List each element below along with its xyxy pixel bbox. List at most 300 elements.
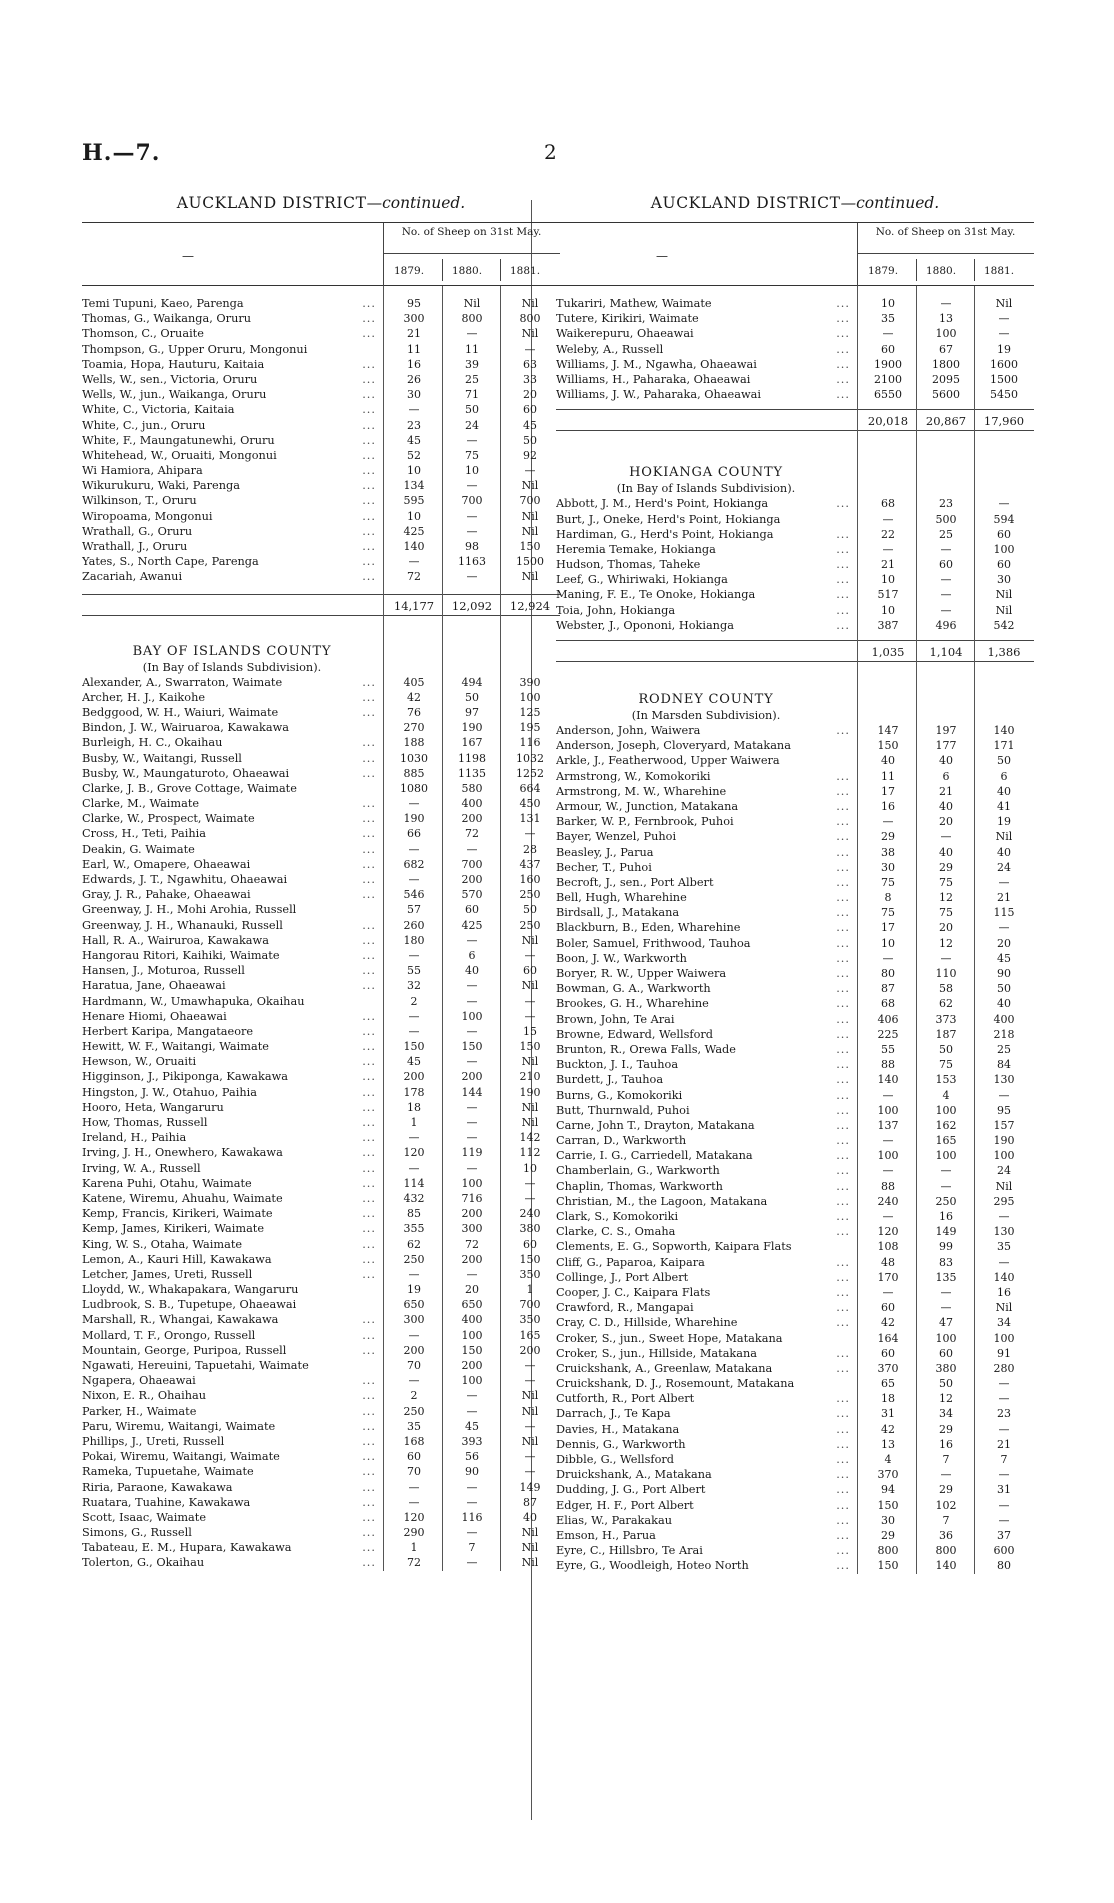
leader-dots: ... <box>362 812 376 826</box>
count-1881: — <box>998 1088 1010 1102</box>
leader-dots: ... <box>836 1164 850 1178</box>
table-row <box>556 1163 1034 1178</box>
table-row <box>556 769 1034 784</box>
count-1879: — <box>882 815 894 829</box>
count-1881: 140 <box>993 724 1015 737</box>
leader-dots: ... <box>836 1118 850 1132</box>
count-1880: 496 <box>935 618 957 632</box>
count-1879: — <box>408 1131 420 1145</box>
count-1879: 405 <box>403 675 425 689</box>
table-row <box>556 814 1034 829</box>
table-row <box>82 766 560 781</box>
count-1881: 25 <box>997 1042 1011 1056</box>
left-table-header <box>82 222 560 286</box>
column-rule <box>383 286 384 1571</box>
count-1880: — <box>466 1495 478 1509</box>
table-row <box>82 1358 560 1373</box>
table-row <box>556 875 1034 890</box>
owner-name: Chaplin, Thomas, Warkworth <box>556 1179 723 1193</box>
count-1881: 30 <box>997 573 1011 587</box>
table-row <box>82 1540 560 1555</box>
leader-dots: ... <box>836 769 850 783</box>
count-1880: 12 <box>939 936 953 950</box>
leader-dots: ... <box>362 1085 376 1099</box>
owner-name: Kemp, Francis, Kirikeri, Waimate <box>82 1207 273 1221</box>
leader-dots: ... <box>836 1559 850 1573</box>
table-row <box>82 1039 560 1054</box>
owner-name: Toia, John, Hokianga <box>556 603 676 617</box>
owner-name: Eyre, G., Woodleigh, Hoteo North <box>556 1559 749 1573</box>
owner-name: Hewitt, W. F., Waitangi, Waimate <box>82 1040 269 1054</box>
leader-dots: ... <box>362 766 376 780</box>
leader-dots: ... <box>836 1088 850 1102</box>
owner-name: Henare Hiomi, Ohaeawai <box>82 1009 227 1023</box>
owner-name: Thompson, G., Upper Oruru, Mongonui <box>82 342 308 356</box>
count-1880: 20 <box>465 1283 479 1297</box>
leader-dots: ... <box>362 675 376 689</box>
count-1879: — <box>882 1210 894 1223</box>
count-1880: 190 <box>461 721 483 735</box>
count-1881: 19 <box>997 342 1011 356</box>
count-1879: 40 <box>881 754 895 768</box>
owner-name: Carran, D., Warkworth <box>556 1134 687 1148</box>
count-1880: 2095 <box>932 372 960 386</box>
owner-name: Cooper, J. C., Kaipara Flats <box>556 1285 711 1299</box>
owner-name: Phillips, J., Ureti, Russell <box>82 1434 225 1448</box>
leader-dots: ... <box>362 1556 376 1570</box>
table-row <box>556 1179 1034 1194</box>
table-row <box>82 1206 560 1221</box>
count-1881: 19 <box>997 815 1011 829</box>
year-header-1880: 1880. <box>452 265 483 277</box>
sheep-count-header: No. of Sheep on 31st May. <box>875 226 1016 238</box>
year-header-1879: 1879. <box>868 265 899 277</box>
count-1881: 60 <box>523 403 537 417</box>
owner-name: White, F., Maungatunewhi, Oruru <box>82 433 275 447</box>
leader-dots: ... <box>362 964 376 978</box>
leader-dots: ... <box>362 555 376 569</box>
table-row <box>556 1543 1034 1558</box>
subdivision-label: (In Marsden Subdivision). <box>631 709 781 722</box>
count-1880: 200 <box>461 1252 483 1266</box>
count-1879: 4 <box>884 1453 892 1466</box>
table-row <box>82 357 560 372</box>
count-1881: 131 <box>519 812 541 826</box>
right-table-body <box>556 286 1034 1574</box>
owner-name: Anderson, John, Waiwera <box>556 724 701 737</box>
owner-name: Paru, Wiremu, Waitangi, Waimate <box>82 1419 276 1433</box>
count-1880: 102 <box>935 1498 957 1512</box>
owner-name: Bindon, J. W., Wairuaroa, Kawakawa <box>82 721 289 735</box>
count-1879: 355 <box>403 1222 425 1236</box>
total-1881: 17,960 <box>983 414 1025 429</box>
table-row <box>82 1419 560 1434</box>
leader-dots: ... <box>836 906 850 920</box>
count-1881: — <box>998 327 1010 341</box>
owner-name: Wiropoama, Mongonui <box>82 509 213 523</box>
count-1881: 1032 <box>516 751 544 765</box>
owner-name: Dudding, J. G., Port Albert <box>556 1483 706 1497</box>
count-1880: 100 <box>935 1103 957 1117</box>
header-dash: — <box>656 249 668 263</box>
leader-dots: ... <box>362 1450 376 1464</box>
count-1880: 60 <box>939 1346 953 1360</box>
count-1881: — <box>998 1498 1010 1512</box>
count-1881: 20 <box>997 936 1011 950</box>
leader-dots: ... <box>836 799 850 813</box>
count-1879: 10 <box>881 936 895 950</box>
leader-dots: ... <box>362 1252 376 1266</box>
table-row <box>82 1449 560 1464</box>
count-1879: 120 <box>403 1146 425 1160</box>
leader-dots: ... <box>362 1343 376 1357</box>
total-1880: 1,104 <box>929 645 963 659</box>
owner-name: Blackburn, B., Eden, Wharehine <box>556 921 741 935</box>
count-1881: 24 <box>997 860 1011 874</box>
total-1879: 20,018 <box>867 414 909 429</box>
count-1881: 210 <box>519 1070 541 1084</box>
table-row <box>556 966 1034 981</box>
table-row <box>82 1100 560 1115</box>
table-row <box>82 857 560 872</box>
count-1881: 171 <box>993 739 1015 753</box>
table-row <box>556 860 1034 875</box>
owner-name: Simons, G., Russell <box>82 1526 192 1540</box>
count-1881: 100 <box>993 1331 1015 1345</box>
leader-dots: ... <box>362 1313 376 1327</box>
leader-dots: ... <box>836 815 850 829</box>
right-table-header <box>556 222 1034 286</box>
count-1880: 200 <box>461 1070 483 1084</box>
owner-name: Busby, W., Maungaturoto, Ohaeawai <box>82 766 290 780</box>
owner-name: Wrathall, G., Oruru <box>82 524 193 538</box>
count-1881: 31 <box>997 1483 1011 1497</box>
owner-name: Becher, T., Puhoi <box>556 860 652 874</box>
count-1879: 72 <box>407 570 421 584</box>
total-1879: 1,035 <box>871 645 905 659</box>
table-row <box>82 463 560 478</box>
count-1881: Nil <box>521 979 539 993</box>
count-1879: 66 <box>407 827 421 841</box>
owner-name: How, Thomas, Russell <box>82 1116 208 1129</box>
leader-dots: ... <box>362 540 376 553</box>
leader-dots: ... <box>836 573 850 587</box>
count-1881: Nil <box>995 603 1013 617</box>
count-1881: 700 <box>519 494 541 508</box>
owner-name: Whitehead, W., Oruaiti, Mongonui <box>82 448 277 462</box>
table-row <box>556 1437 1034 1452</box>
table-row <box>82 690 560 705</box>
owner-name: Parker, H., Waimate <box>82 1404 197 1418</box>
count-1879: 16 <box>881 799 895 813</box>
count-1881: 40 <box>997 997 1011 1011</box>
count-1880: — <box>940 588 952 602</box>
table-row <box>556 1148 1034 1163</box>
count-1880: 7 <box>942 1453 950 1466</box>
owner-name: Beasley, J., Parua <box>556 845 654 859</box>
count-1879: — <box>408 797 420 811</box>
table-row <box>556 1118 1034 1133</box>
owner-name: Ngapera, Ohaeawai <box>82 1374 196 1388</box>
leader-dots: ... <box>836 1179 850 1193</box>
count-1881: 350 <box>519 1267 541 1281</box>
count-1880: 177 <box>935 739 957 753</box>
table-row <box>82 781 560 796</box>
count-1881: — <box>998 497 1010 511</box>
count-1881: 95 <box>997 1103 1011 1117</box>
owner-name: Burns, G., Komokoriki <box>556 1088 683 1102</box>
leader-dots: ... <box>836 1528 850 1542</box>
table-row <box>556 829 1034 844</box>
leader-dots: ... <box>362 736 376 750</box>
count-1879: 387 <box>877 618 899 632</box>
count-1879: 32 <box>407 979 421 993</box>
count-1881: 87 <box>523 1495 537 1509</box>
table-row <box>82 963 560 978</box>
count-1881: 80 <box>997 1559 1011 1573</box>
table-row <box>556 1027 1034 1042</box>
leader-dots: ... <box>362 705 376 719</box>
table-row <box>556 996 1034 1011</box>
count-1880: — <box>466 1556 478 1570</box>
count-1879: 19 <box>407 1283 421 1297</box>
table-row <box>556 753 1034 768</box>
owner-name: Cross, H., Teti, Paihia <box>82 827 206 841</box>
count-1880: 58 <box>939 982 953 996</box>
leader-dots: ... <box>836 357 850 371</box>
count-1879: 38 <box>881 845 895 859</box>
count-1881: 218 <box>993 1027 1015 1041</box>
count-1881: Nil <box>521 1404 539 1418</box>
owner-name: Ruatara, Tuahine, Kawakawa <box>82 1495 251 1509</box>
count-1881: Nil <box>521 933 539 947</box>
count-1880: 100 <box>461 1009 483 1023</box>
count-1879: 16 <box>407 357 421 371</box>
leader-dots: ... <box>836 1012 850 1026</box>
count-1881: — <box>998 921 1010 935</box>
count-1879: 17 <box>881 784 895 798</box>
table-row <box>82 402 560 417</box>
owner-name: King, W. S., Otaha, Waimate <box>82 1237 243 1251</box>
leader-dots: ... <box>836 1544 850 1558</box>
count-1880: 75 <box>465 448 479 462</box>
owner-name: Nixon, E. R., Ohaihau <box>82 1389 207 1403</box>
leader-dots: ... <box>362 312 376 326</box>
table-row <box>82 296 560 311</box>
count-1880: — <box>466 570 478 584</box>
leader-dots: ... <box>362 1070 376 1084</box>
owner-name: Dibble, G., Wellsford <box>556 1453 675 1466</box>
count-1881: 140 <box>993 1270 1015 1284</box>
count-1880: — <box>466 1161 478 1175</box>
count-1880: — <box>466 1116 478 1129</box>
year-header-1880: 1880. <box>926 265 957 277</box>
leader-dots: ... <box>836 327 850 341</box>
count-1879: 682 <box>403 857 425 871</box>
count-1879: 650 <box>403 1298 425 1312</box>
count-1879: 168 <box>403 1434 425 1448</box>
count-1879: 2 <box>410 1389 418 1403</box>
owner-name: Lloydd, W., Whakapakara, Wangaruru <box>82 1283 299 1297</box>
count-1881: 92 <box>523 448 537 462</box>
count-1881: Nil <box>521 570 539 584</box>
leader-dots: ... <box>836 527 850 541</box>
count-1881: 157 <box>993 1118 1015 1132</box>
count-1879: 178 <box>403 1085 425 1099</box>
table-row <box>556 951 1034 966</box>
count-1880: — <box>466 1267 478 1281</box>
count-1880: 24 <box>465 418 479 432</box>
count-1881: 40 <box>523 1510 537 1524</box>
leader-dots: ... <box>836 1392 850 1406</box>
total-1880: 12,092 <box>451 598 493 613</box>
count-1881: Nil <box>521 524 539 538</box>
count-1879: — <box>408 1024 420 1038</box>
count-1879: — <box>408 1495 420 1509</box>
leader-dots: ... <box>362 524 376 538</box>
table-row <box>556 1224 1034 1239</box>
count-1879: 72 <box>407 1556 421 1570</box>
count-1879: 1080 <box>400 781 428 795</box>
leader-dots: ... <box>836 891 850 905</box>
count-1880: 144 <box>461 1085 483 1099</box>
leader-dots: ... <box>836 860 850 874</box>
count-1880: 50 <box>465 403 479 417</box>
count-1881: 130 <box>993 1225 1015 1239</box>
count-1880: 39 <box>465 357 479 371</box>
owner-name: Irving, J. H., Onewhero, Kawakawa <box>82 1146 283 1160</box>
table-row <box>556 387 1034 402</box>
table-row <box>556 1315 1034 1330</box>
count-1880: 100 <box>935 1149 957 1163</box>
count-1880: 100 <box>935 327 957 341</box>
table-row <box>82 1297 560 1312</box>
leader-dots: ... <box>362 388 376 402</box>
table-row <box>82 933 560 948</box>
count-1881: Nil <box>521 479 539 493</box>
count-1881: 60 <box>997 527 1011 541</box>
owner-name: Browne, Edward, Wellsford <box>556 1027 714 1041</box>
leader-dots: ... <box>362 372 376 386</box>
count-1879: 100 <box>877 1103 899 1117</box>
count-1879: 29 <box>881 830 895 844</box>
owner-name: Scott, Isaac, Waimate <box>82 1510 207 1524</box>
count-1879: — <box>882 1088 894 1102</box>
count-1879: 250 <box>403 1404 425 1418</box>
count-1880: 100 <box>461 1176 483 1190</box>
owner-name: Wi Hamiora, Ahipara <box>82 464 203 478</box>
column-rule <box>916 286 917 1574</box>
count-1879: — <box>882 1285 894 1299</box>
leader-dots: ... <box>362 1222 376 1236</box>
count-1880: 187 <box>935 1027 957 1041</box>
leader-dots: ... <box>836 312 850 326</box>
leader-dots: ... <box>362 464 376 478</box>
count-1879: — <box>408 1267 420 1281</box>
count-1881: 10 <box>523 1161 537 1175</box>
leader-dots: ... <box>362 1100 376 1114</box>
count-1880: — <box>466 994 478 1008</box>
column-rule <box>974 286 975 1574</box>
count-1881: 160 <box>519 873 541 886</box>
count-1879: 21 <box>407 327 421 341</box>
count-1880: 135 <box>935 1270 957 1284</box>
owner-name: Cutforth, R., Port Albert <box>556 1392 695 1406</box>
owner-name: Williams, J. M., Ngawha, Ohaeawai <box>556 357 757 371</box>
leader-dots: ... <box>836 1194 850 1208</box>
count-1879: — <box>408 403 420 417</box>
owner-name: Williams, J. W., Paharaka, Ohaeawai <box>556 388 761 402</box>
count-1881: 63 <box>523 357 537 371</box>
owner-name: White, C., Victoria, Kaitaia <box>82 403 235 417</box>
leader-dots: ... <box>836 603 850 617</box>
count-1881: 100 <box>993 542 1015 556</box>
table-row <box>82 735 560 750</box>
count-1881: Nil <box>995 297 1013 310</box>
count-1879: 29 <box>881 1528 895 1542</box>
count-1880: 200 <box>461 1207 483 1221</box>
table-row <box>82 1221 560 1236</box>
leader-dots: ... <box>362 1434 376 1448</box>
table-row <box>82 1161 560 1176</box>
count-1880: — <box>940 542 952 556</box>
count-1879: 147 <box>877 724 899 737</box>
owner-name: Leef, G., Whiriwaki, Hokianga <box>556 573 728 587</box>
count-1881: 45 <box>997 951 1011 965</box>
count-1881: 1 <box>526 1283 534 1297</box>
count-1880: — <box>466 1404 478 1418</box>
count-1881: 350 <box>519 1313 541 1327</box>
owner-name: Burleigh, H. C., Okaihau <box>82 736 223 750</box>
subdivision-label: (In Bay of Islands Subdivision). <box>616 482 796 496</box>
count-1879: 270 <box>403 721 425 735</box>
count-1879: 30 <box>881 860 895 874</box>
count-1880: 6 <box>468 948 476 962</box>
count-1879: 76 <box>407 705 421 719</box>
table-row <box>556 890 1034 905</box>
table-row <box>82 751 560 766</box>
count-1880: 1135 <box>458 766 486 780</box>
table-row <box>556 981 1034 996</box>
leader-dots: ... <box>362 888 376 902</box>
count-1881: — <box>998 1255 1010 1269</box>
count-1879: 17 <box>881 921 895 935</box>
count-1881: — <box>524 948 536 962</box>
count-1881: 28 <box>523 842 537 856</box>
owner-name: Toamia, Hopa, Hauturu, Kaitaia <box>82 357 265 371</box>
count-1880: 116 <box>461 1510 483 1524</box>
count-1879: — <box>408 1374 420 1388</box>
count-1880: 7 <box>942 1513 950 1527</box>
count-1879: 425 <box>403 524 425 538</box>
count-1880: — <box>466 509 478 523</box>
count-1880: 1163 <box>458 555 486 569</box>
owner-name: Carrie, I. G., Carriedell, Matakana <box>556 1149 753 1163</box>
count-1879: 35 <box>407 1419 421 1433</box>
count-1879: 13 <box>881 1437 895 1451</box>
count-1879: 68 <box>881 497 895 511</box>
leader-dots: ... <box>362 1207 376 1221</box>
leader-dots: ... <box>836 1210 850 1223</box>
count-1879: 75 <box>881 875 895 889</box>
count-1879: 140 <box>403 540 425 553</box>
count-1879: 1 <box>410 1541 418 1555</box>
leader-dots: ... <box>362 690 376 704</box>
leader-dots: ... <box>836 1073 850 1087</box>
owner-name: Wells, W., jun., Waikanga, Oruru <box>82 388 267 402</box>
count-1881: 125 <box>519 705 541 719</box>
table-row <box>556 372 1034 387</box>
